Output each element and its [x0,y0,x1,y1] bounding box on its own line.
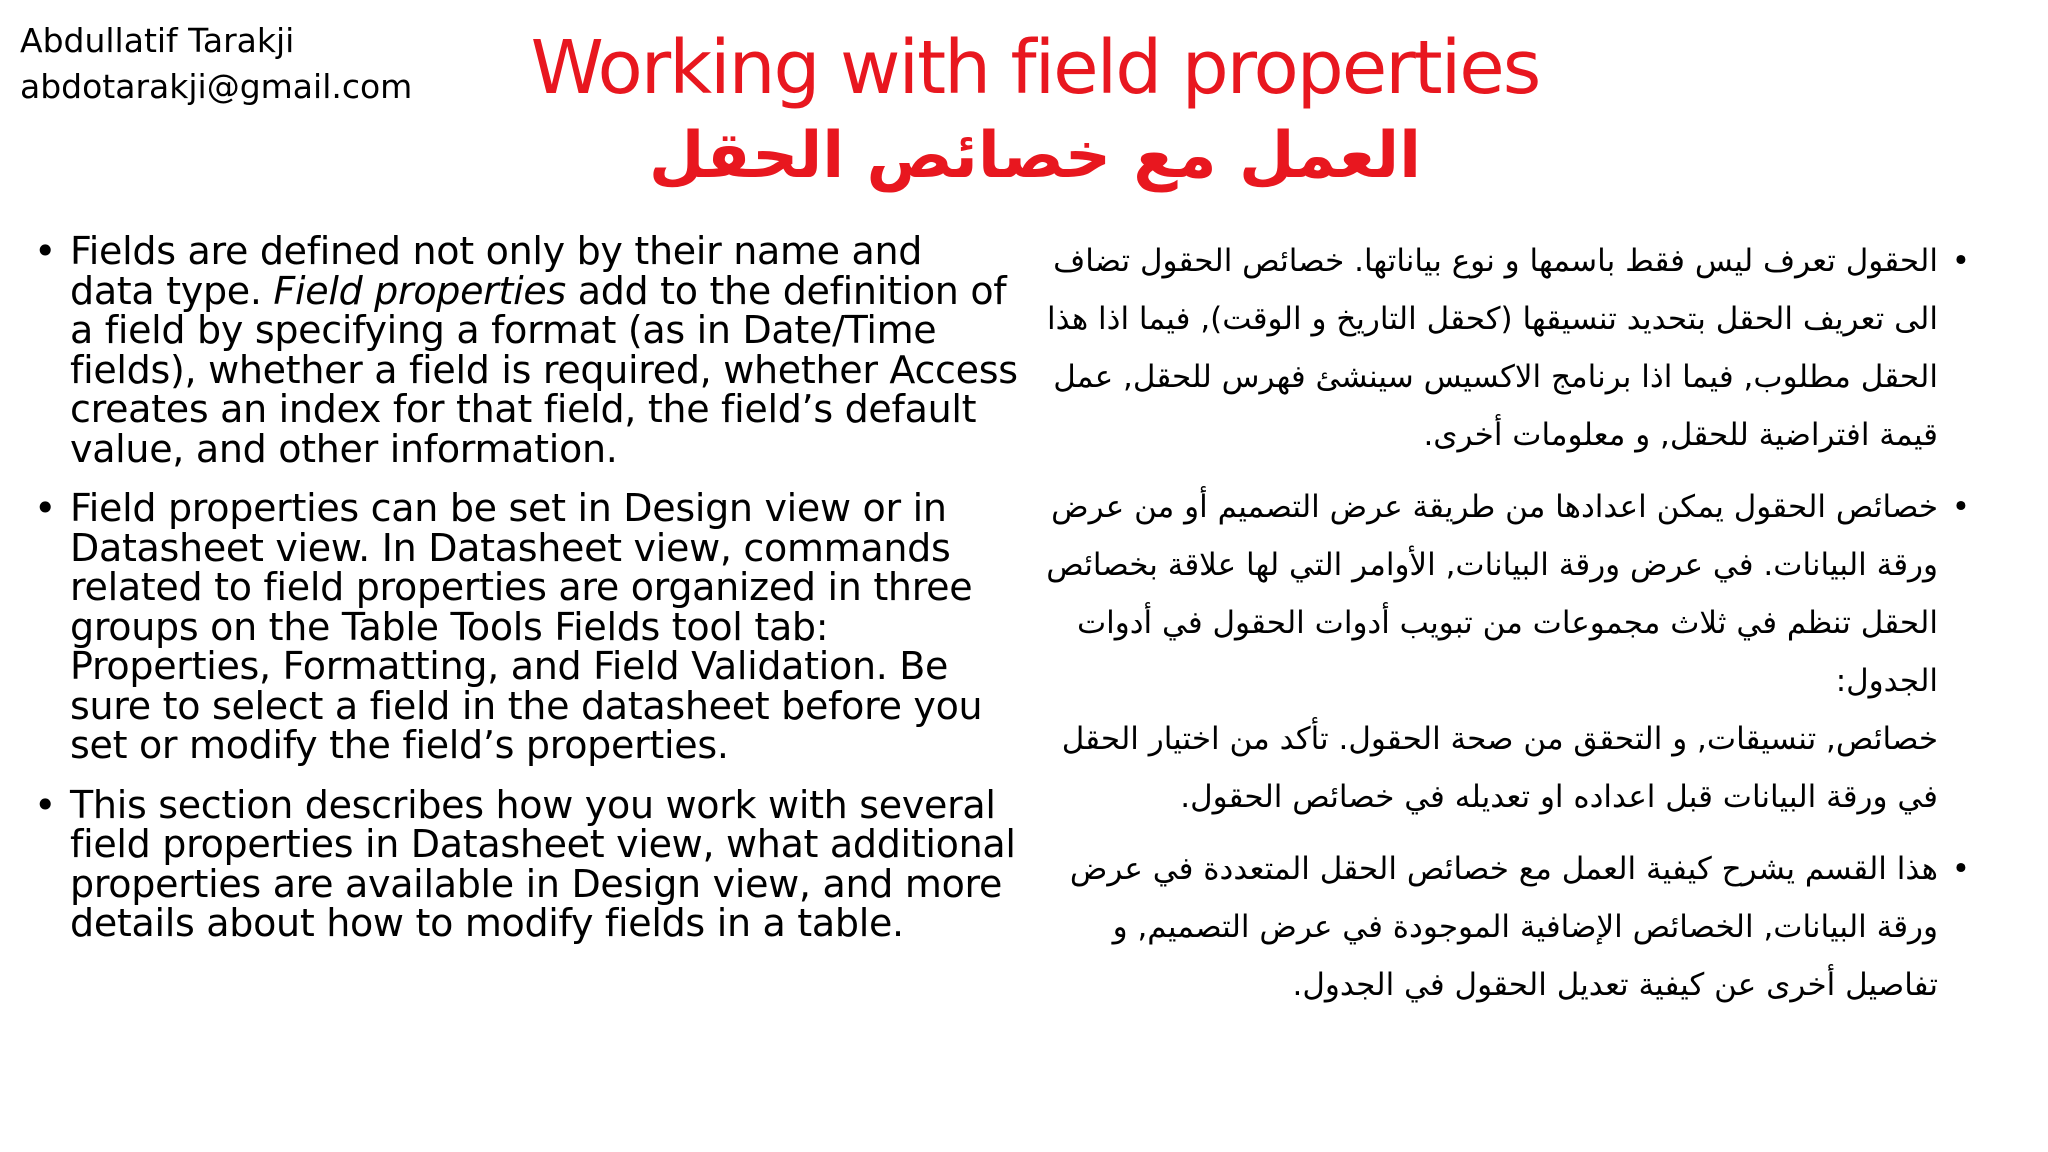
english-bullet-item [28,486,1018,767]
english-bullet-item [28,229,1018,471]
bullet-text: هذا القسم يشرح كيفية العمل مع خصائص الحقل المتعددة في عرض ورقة البيانات, الخصائص الإضافية الموجودة في عرض التصميم, و تفاصيل أخرى عن كيفية تعديل الحقول في الجدول. [1069,851,1938,1003]
bullet-text-continued: خصائص, تنسيقات, و التحقق من صحة الحقول. تأكد من اختيار الحقل في ورقة البيانات قبل اعداده او تعديله في خصائص الحقول. [1061,721,1938,815]
english-column [28,229,1018,964]
bullet-icon: • [34,486,57,530]
bullet-icon: • [1951,243,1970,279]
bullet-text: خصائص الحقول يمكن اعدادها من طريقة عرض التصميم أو من عرض ورقة البيانات. في عرض ورقة البيانات, الأوامر التي لها علاقة بخصائص الحقل تنظم في ثلاث مجموعات من تبويب أدوات الحقول في أدوات الجدول: [1046,489,1938,699]
bullet-icon: • [34,782,57,827]
bullet-text: Fields are defined not only by their name and data type. [70,229,923,313]
bullet-icon: • [34,229,57,273]
author-email: abdotarakji@gmail.com [20,67,413,106]
bullet-text: الحقول تعرف ليس فقط باسمها و نوع بياناتها. خصائص الحقول تضاف الى تعريف الحقل بتحديد تنسيقها (كحقل التاريخ و الوقت), فيما اذا هذا الحقل مطلوب, فيما اذا برنامج الاكسيس سينشئ فهرس للحقل, عمل قيمة افتراضية للحقل, و معلومات أخرى. [1046,243,1938,453]
bullet-text: Field properties can be set in Design view or in Datasheet view. In Datasheet view, commands related to field properties are organized in three groups on the Table Tools Fields tool tab: Properties, Formatting, and Field Validation. Be sure to select a field in the datasheet before you set or modify the field’s properties. [70,486,983,767]
arabic-bullet-item [1030,478,1970,826]
arabic-bullet-item [1030,840,1970,1014]
english-bullet-list [28,229,1018,945]
bullet-icon: • [1951,489,1970,525]
arabic-column [1030,232,1970,1028]
arabic-bullet-list [1030,232,1970,1014]
author-block [20,18,412,110]
bullet-icon: • [1951,851,1970,887]
page-title-arabic: العمل مع خصائص الحقل [648,119,1422,193]
bullet-text: add to the definition of a field by specifying a format (as in Date/Time fields), whether a field is required, whether Access creates an index for that field, the field’s default value, and other information. [70,268,1018,471]
bullet-text: This section describes how you work with several field properties in Datasheet view, what additional properties are available in Design view, and more details about how to modify fields in a table. [70,782,1016,945]
author-name: Abdullatif Tarakji [20,21,295,60]
english-bullet-item [28,782,1018,945]
bullet-emphasis: Field properties [273,268,566,313]
page-title: Working with field properties [530,25,1540,111]
arabic-bullet-item [1030,232,1970,464]
